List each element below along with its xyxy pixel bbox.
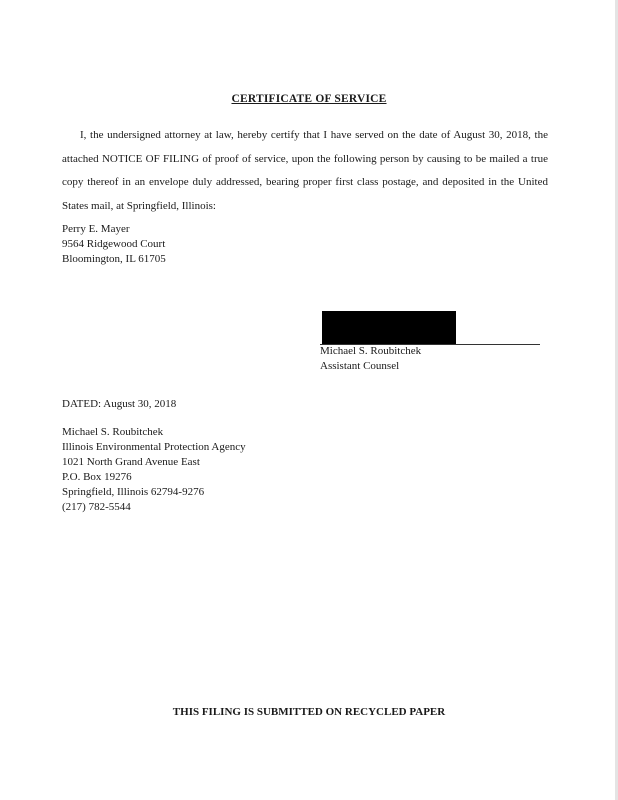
contact-street: 1021 North Grand Avenue East — [62, 456, 200, 468]
page-title: CERTIFICATE OF SERVICE — [231, 93, 387, 105]
signature-block — [320, 344, 421, 374]
recipient-city: Bloomington, IL 61705 — [62, 253, 166, 265]
recipient-street: 9564 Ridgewood Court — [62, 238, 166, 250]
redacted-signature — [322, 311, 456, 344]
contact-phone: (217) 782-5544 — [62, 501, 131, 513]
contact-po-box: P.O. Box 19276 — [62, 471, 132, 483]
contact-city: Springfield, Illinois 62794-9276 — [62, 486, 205, 498]
signer-name: Michael S. Roubitchek — [320, 345, 422, 357]
contact-name: Michael S. Roubitchek — [62, 426, 164, 438]
signer-title: Assistant Counsel — [320, 360, 400, 372]
recipient-name: Perry E. Mayer — [62, 223, 130, 235]
dated-line: DATED: August 30, 2018 — [62, 398, 177, 410]
certification-paragraph: I, the undersigned attorney at law, hereby certify that I have served on the date of August 30, 2018, the attached NOTICE OF FILING of proof of service, upon the following person by causing to be mailed a true copy thereof in an envelope duly addressed, bearing proper first class postage, and deposited in the United States mail, at Springfield, Illinois: — [62, 129, 548, 212]
recipient-address — [62, 222, 166, 267]
recycled-paper-footer: THIS FILING IS SUBMITTED ON RECYCLED PAPER — [172, 706, 446, 718]
contact-agency: Illinois Environmental Protection Agency — [62, 441, 246, 453]
contact-block — [62, 425, 246, 515]
